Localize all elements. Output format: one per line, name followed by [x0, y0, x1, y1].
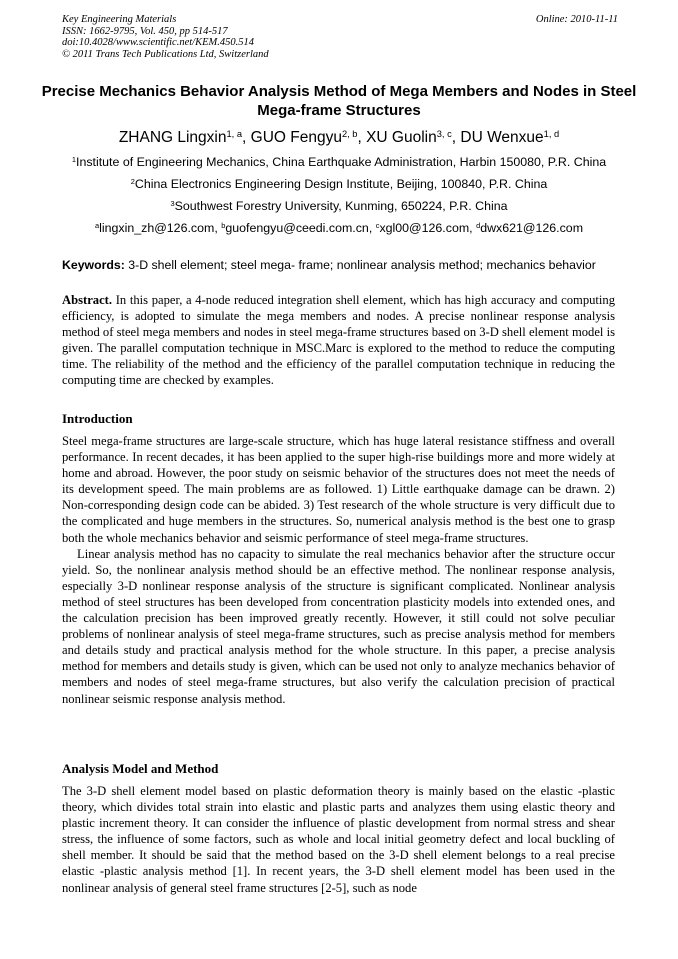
intro-paragraph-1: Steel mega-frame structures are large-scale structure, which has huge lateral resistance stiffness and overall performance. In recent decades, it has been applied to the super high-rise buildings more and more widely at home and abroad. However, the poor study on seismic behavior of the structures does not meet the needs of its development speed. The main problems are as followed. 1) Little earthquake damage can be drawn. 2) Non-corresponding design code can be abided. 3) Test research of the whole structure is very difficult due to the complicated and huge members in the structures. So, numerical analysis method is the best one to grasp both the whole mechanics behavior and seismic performance of steel mega-frame structures.: [62, 434, 615, 545]
paper-title: Precise Mechanics Behavior Analysis Method of Mega Members and Nodes in Steel Mega-frame Structures: [41, 83, 637, 119]
intro-paragraph-2: Linear analysis method has no capacity to simulate the real mechanics behavior after the structure occur yield. So, the nonlinear analysis method should be an effective method. The nonlinear response analysis, especially 3-D nonlinear response analysis of the structure is significant complicated. Nonlinear analysis method of steel structures has been developed from concentration plasticity models into extended ones, and the calculation precision has been improved greatly recently. However, it still could not solve peculiar problems of nonlinear analysis of steel mega-frame structures, such as precise analysis method for members and details study and practical analysis method for the whole structure. In this paper, a precise analysis method for members and details study is given, which can be used not only to analyze mechanics behavior of members and nodes of steel mega-frame structures, but also verify the calculation precision of practical nonlinear seismic response analysis method.: [62, 546, 615, 706]
author-sep: ,: [357, 129, 367, 146]
author: [460, 129, 559, 146]
affiliation-1: [20, 155, 658, 170]
author: [366, 129, 460, 146]
email-sup: c: [375, 220, 380, 230]
affiliation-sup: 1: [71, 154, 76, 164]
issn-line: ISSN: 1662-9795, Vol. 450, pp 514-517: [62, 25, 228, 37]
email-sep: ,: [469, 221, 477, 235]
analysis-paragraph-1: The 3-D shell element model based on plastic deformation theory is mainly based on the elastic -plastic theory, which divides total strain into elastic and plastic parts and analyzes them using elastic theory and plastic increment theory. It can consider the influence of plastic development from normal stress and shear stress, the influence of some factors, such as whole and local initial geometry defect and local buckling of shell member. It should be said that the method based on the 3-D shell element belongs to a real precise elastic -plastic analysis method [1]. In recent years, the 3-D shell element model has been used in the nonlinear analysis of general steel frame structures [2-5], such as node: [62, 784, 615, 895]
author-sup: 1, d: [543, 128, 560, 139]
author-sup: 1, a: [226, 128, 243, 139]
journal-name: Key Engineering Materials: [62, 14, 177, 25]
keywords-label: Keywords:: [62, 258, 125, 272]
author-sep: ,: [451, 129, 461, 146]
author-name: DU Wenxue: [460, 129, 544, 146]
email-address: xgl00@126.com: [379, 221, 470, 235]
analysis-body: [62, 783, 615, 896]
affiliation-text: Institute of Engineering Mechanics, China Earthquake Administration, Harbin 150080, P.R. China: [76, 155, 607, 169]
email: [476, 221, 583, 235]
copyright-line: © 2011 Trans Tech Publications Ltd, Switzerland: [62, 48, 269, 60]
email-sup: b: [221, 220, 226, 230]
affiliation-text: China Electronics Engineering Design Institute, Beijing, 100840, P.R. China: [134, 177, 548, 191]
email-address: guofengyu@ceedi.com.cn: [225, 221, 369, 235]
affiliation-sup: 2: [130, 176, 135, 186]
email-sep: ,: [214, 221, 222, 235]
analysis-heading: Analysis Model and Method: [62, 761, 219, 776]
affiliation-sup: 3: [170, 198, 175, 208]
email-address: dwx621@126.com: [480, 221, 584, 235]
abstract-paragraph: [62, 292, 615, 389]
author: [119, 129, 251, 146]
author-sup: 2, b: [341, 128, 358, 139]
author-sup: 3, c: [436, 128, 452, 139]
email-address: lingxin_zh@126.com: [99, 221, 215, 235]
email: [95, 221, 221, 235]
introduction-body: [62, 433, 615, 707]
author-name: ZHANG Lingxin: [118, 129, 227, 146]
abstract-label: Abstract.: [62, 293, 113, 307]
affiliation-3: [20, 199, 658, 214]
author-list: [30, 128, 648, 148]
affiliation-text: Southwest Forestry University, Kunming, 650224, P.R. China: [174, 199, 508, 213]
abstract-text: In this paper, a 4-node reduced integration shell element, which has high accuracy and computing efficiency, is adopted to simulate the mega members and nodes. A precise nonlinear response analysis method of steel mega members and nodes in steel mega-frame structures based on 3-D shell element model is given. The parallel computation technique in MSC.Marc is explored to the method to reduce the computing time. The reliability of the method and the efficiency of the parallel computation technique in reducing the computing time are checked by examples.: [62, 293, 615, 388]
doi-line: doi:10.4028/www.scientific.net/KEM.450.514: [62, 37, 254, 49]
abstract: [62, 292, 615, 389]
introduction-heading: Introduction: [62, 411, 133, 426]
email-sep: ,: [368, 221, 376, 235]
email-sup: d: [476, 220, 481, 230]
author-name: GUO Fengyu: [250, 129, 342, 146]
author-name: XU Guolin: [366, 129, 437, 146]
email-sup: a: [94, 220, 100, 230]
keywords: [62, 258, 622, 273]
email: [376, 221, 476, 235]
journal-header: [62, 14, 618, 60]
email: [221, 221, 376, 235]
author-sep: ,: [242, 129, 251, 146]
affiliation-2: [20, 177, 658, 192]
online-date: Online: 2010-11-11: [535, 14, 618, 25]
keywords-text: 3-D shell element; steel mega- frame; nonlinear analysis method; mechanics behavior: [124, 258, 596, 272]
author: [251, 129, 366, 146]
email-list: [20, 221, 658, 236]
